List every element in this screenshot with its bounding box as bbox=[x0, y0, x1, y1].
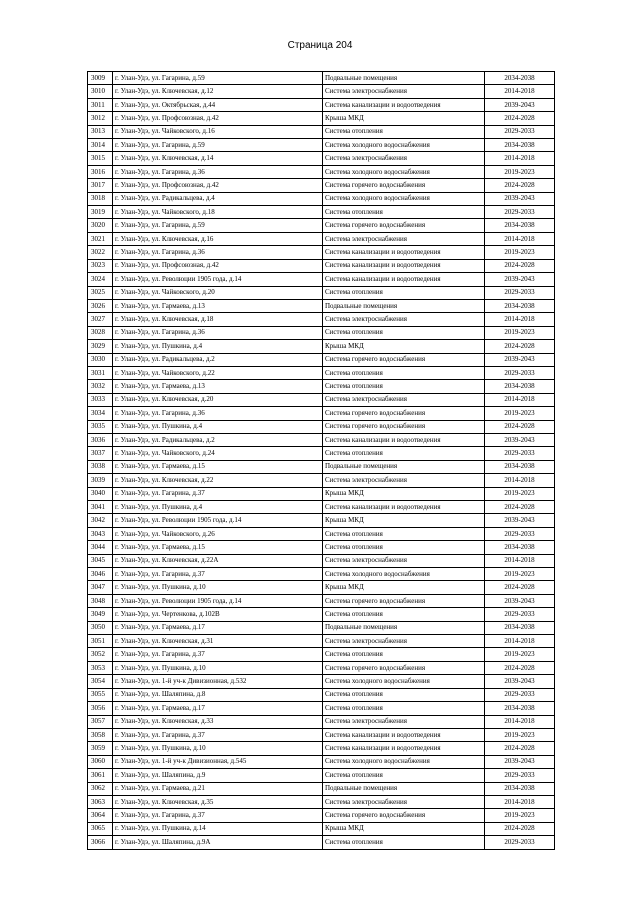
work-type-cell: Система отопления bbox=[323, 769, 485, 782]
address-cell: г. Улан-Удэ, ул. Гагарина, д.37 bbox=[113, 728, 323, 741]
work-type-cell: Крыша МКД bbox=[323, 822, 485, 835]
row-number: 3045 bbox=[88, 554, 113, 567]
address-cell: г. Улан-Удэ, ул. Гармаева, д.15 bbox=[113, 460, 323, 473]
period-cell: 2024-2028 bbox=[485, 822, 555, 835]
period-cell: 2039-2043 bbox=[485, 755, 555, 768]
table-row bbox=[88, 447, 555, 460]
period-cell: 2024-2028 bbox=[485, 661, 555, 674]
period-cell: 2029-2033 bbox=[485, 527, 555, 540]
work-type-cell: Система электроснабжения bbox=[323, 474, 485, 487]
work-type-cell: Система электроснабжения bbox=[323, 795, 485, 808]
period-cell: 2024-2028 bbox=[485, 742, 555, 755]
address-cell: г. Улан-Удэ, ул. Гагарина, д.36 bbox=[113, 165, 323, 178]
address-cell: г. Улан-Удэ, ул. Шаляпина, д.9 bbox=[113, 769, 323, 782]
row-number: 3025 bbox=[88, 286, 113, 299]
row-number: 3051 bbox=[88, 635, 113, 648]
address-cell: г. Улан-Удэ, ул. Гагарина, д.36 bbox=[113, 246, 323, 259]
work-type-cell: Система отопления bbox=[323, 206, 485, 219]
period-cell: 2014-2018 bbox=[485, 393, 555, 406]
period-cell: 2039-2043 bbox=[485, 433, 555, 446]
work-type-cell: Система горячего водоснабжения bbox=[323, 661, 485, 674]
work-type-cell: Крыша МКД bbox=[323, 487, 485, 500]
table-row bbox=[88, 541, 555, 554]
row-number: 3026 bbox=[88, 299, 113, 312]
work-type-cell: Система отопления bbox=[323, 286, 485, 299]
work-type-cell: Система отопления bbox=[323, 125, 485, 138]
row-number: 3017 bbox=[88, 179, 113, 192]
address-cell: г. Улан-Удэ, ул. Гагарина, д.59 bbox=[113, 72, 323, 85]
table-row bbox=[88, 675, 555, 688]
period-cell: 2034-2038 bbox=[485, 380, 555, 393]
period-cell: 2014-2018 bbox=[485, 554, 555, 567]
address-cell: г. Улан-Удэ, ул. Профсоюзная, д.42 bbox=[113, 112, 323, 125]
row-number: 3040 bbox=[88, 487, 113, 500]
row-number: 3063 bbox=[88, 795, 113, 808]
work-type-cell: Система холодного водоснабжения bbox=[323, 755, 485, 768]
row-number: 3053 bbox=[88, 661, 113, 674]
work-type-cell: Крыша МКД bbox=[323, 514, 485, 527]
period-cell: 2019-2023 bbox=[485, 407, 555, 420]
address-cell: г. Улан-Удэ, ул. Пушкина, д.14 bbox=[113, 822, 323, 835]
period-cell: 2014-2018 bbox=[485, 635, 555, 648]
address-cell: г. Улан-Удэ, ул. Ключевская, д.12 bbox=[113, 85, 323, 98]
table-row bbox=[88, 527, 555, 540]
period-cell: 2034-2038 bbox=[485, 219, 555, 232]
work-type-cell: Система горячего водоснабжения bbox=[323, 809, 485, 822]
period-cell: 2034-2038 bbox=[485, 72, 555, 85]
row-number: 3042 bbox=[88, 514, 113, 527]
row-number: 3012 bbox=[88, 112, 113, 125]
row-number: 3038 bbox=[88, 460, 113, 473]
work-type-cell: Система канализации и водоотведения bbox=[323, 433, 485, 446]
work-type-cell: Подвальные помещения bbox=[323, 782, 485, 795]
row-number: 3011 bbox=[88, 98, 113, 111]
address-cell: г. Улан-Удэ, ул. Пушкина, д.4 bbox=[113, 340, 323, 353]
work-type-cell: Система горячего водоснабжения bbox=[323, 420, 485, 433]
page-title: Страница 204 bbox=[287, 40, 353, 51]
work-type-cell: Система электроснабжения bbox=[323, 635, 485, 648]
period-cell: 2024-2028 bbox=[485, 179, 555, 192]
period-cell: 2029-2033 bbox=[485, 206, 555, 219]
row-number: 3058 bbox=[88, 728, 113, 741]
address-cell: г. Улан-Удэ, ул. Ключевская, д.22 bbox=[113, 474, 323, 487]
period-cell: 2029-2033 bbox=[485, 769, 555, 782]
table-row bbox=[88, 568, 555, 581]
work-type-cell: Система электроснабжения bbox=[323, 313, 485, 326]
row-number: 3024 bbox=[88, 273, 113, 286]
address-cell: г. Улан-Удэ, ул. Чертенкова, д.102В bbox=[113, 608, 323, 621]
row-number: 3056 bbox=[88, 702, 113, 715]
period-cell: 2014-2018 bbox=[485, 795, 555, 808]
address-cell: г. Улан-Удэ, ул. Гармаева, д.17 bbox=[113, 702, 323, 715]
period-cell: 2024-2028 bbox=[485, 420, 555, 433]
address-cell: г. Улан-Удэ, ул. Радикальцева, д.4 bbox=[113, 192, 323, 205]
work-type-cell: Система отопления bbox=[323, 380, 485, 393]
address-cell: г. Улан-Удэ, ул. Гагарина, д.37 bbox=[113, 809, 323, 822]
address-cell: г. Улан-Удэ, ул. Октябрьская, д.44 bbox=[113, 98, 323, 111]
table-row bbox=[88, 85, 555, 98]
table-row bbox=[88, 433, 555, 446]
period-cell: 2039-2043 bbox=[485, 192, 555, 205]
address-cell: г. Улан-Удэ, ул. Революции 1905 года, д.14 bbox=[113, 594, 323, 607]
table-row bbox=[88, 232, 555, 245]
table-row bbox=[88, 782, 555, 795]
address-cell: г. Улан-Удэ, ул. Чайковского, д.26 bbox=[113, 527, 323, 540]
period-cell: 2014-2018 bbox=[485, 85, 555, 98]
table-row bbox=[88, 728, 555, 741]
row-number: 3054 bbox=[88, 675, 113, 688]
period-cell: 2019-2023 bbox=[485, 165, 555, 178]
period-cell: 2024-2028 bbox=[485, 581, 555, 594]
address-cell: г. Улан-Удэ, ул. Гагарина, д.36 bbox=[113, 407, 323, 420]
table-row bbox=[88, 206, 555, 219]
table-row bbox=[88, 246, 555, 259]
period-cell: 2029-2033 bbox=[485, 688, 555, 701]
table-row bbox=[88, 661, 555, 674]
work-type-cell: Система отопления bbox=[323, 326, 485, 339]
table-row bbox=[88, 192, 555, 205]
work-type-cell: Система электроснабжения bbox=[323, 393, 485, 406]
work-type-cell: Система электроснабжения bbox=[323, 554, 485, 567]
address-cell: г. Улан-Удэ, ул. Чайковского, д.20 bbox=[113, 286, 323, 299]
period-cell: 2034-2038 bbox=[485, 702, 555, 715]
row-number: 3049 bbox=[88, 608, 113, 621]
work-type-cell: Система канализации и водоотведения bbox=[323, 246, 485, 259]
period-cell: 2029-2033 bbox=[485, 836, 555, 849]
table-row bbox=[88, 380, 555, 393]
address-cell: г. Улан-Удэ, ул. 1-й уч-к Дивизионная, д.532 bbox=[113, 675, 323, 688]
table-row bbox=[88, 420, 555, 433]
work-type-cell: Система холодного водоснабжения bbox=[323, 139, 485, 152]
row-number: 3064 bbox=[88, 809, 113, 822]
row-number: 3028 bbox=[88, 326, 113, 339]
work-type-cell: Система отопления bbox=[323, 608, 485, 621]
row-number: 3033 bbox=[88, 393, 113, 406]
table-row bbox=[88, 72, 555, 85]
row-number: 3055 bbox=[88, 688, 113, 701]
table-row bbox=[88, 299, 555, 312]
work-type-cell: Система электроснабжения bbox=[323, 715, 485, 728]
address-cell: г. Улан-Удэ, ул. Ключевская, д.31 bbox=[113, 635, 323, 648]
address-cell: г. Улан-Удэ, ул. Революции 1905 года, д.14 bbox=[113, 514, 323, 527]
address-cell: г. Улан-Удэ, ул. Гагарина, д.37 bbox=[113, 648, 323, 661]
table-row bbox=[88, 688, 555, 701]
work-type-cell: Крыша МКД bbox=[323, 340, 485, 353]
period-cell: 2014-2018 bbox=[485, 313, 555, 326]
table-body bbox=[88, 72, 555, 850]
work-type-cell: Подвальные помещения bbox=[323, 460, 485, 473]
address-cell: г. Улан-Удэ, ул. Шаляпина, д.9А bbox=[113, 836, 323, 849]
period-cell: 2019-2023 bbox=[485, 246, 555, 259]
address-cell: г. Улан-Удэ, ул. Гармаева, д.13 bbox=[113, 380, 323, 393]
work-type-cell: Система холодного водоснабжения bbox=[323, 568, 485, 581]
work-type-cell: Система горячего водоснабжения bbox=[323, 219, 485, 232]
period-cell: 2029-2033 bbox=[485, 286, 555, 299]
row-number: 3014 bbox=[88, 139, 113, 152]
work-type-cell: Система электроснабжения bbox=[323, 232, 485, 245]
period-cell: 2024-2028 bbox=[485, 501, 555, 514]
table-row bbox=[88, 313, 555, 326]
period-cell: 2034-2038 bbox=[485, 782, 555, 795]
period-cell: 2014-2018 bbox=[485, 152, 555, 165]
work-type-cell: Подвальные помещения bbox=[323, 621, 485, 634]
period-cell: 2019-2023 bbox=[485, 809, 555, 822]
address-cell: г. Улан-Удэ, ул. Гармаева, д.15 bbox=[113, 541, 323, 554]
row-number: 3060 bbox=[88, 755, 113, 768]
address-cell: г. Улан-Удэ, ул. Профсоюзная, д.42 bbox=[113, 179, 323, 192]
address-cell: г. Улан-Удэ, ул. Гагарина, д.37 bbox=[113, 568, 323, 581]
address-cell: г. Улан-Удэ, ул. Ключевская, д.35 bbox=[113, 795, 323, 808]
address-cell: г. Улан-Удэ, ул. Гагарина, д.36 bbox=[113, 326, 323, 339]
work-type-cell: Система канализации и водоотведения bbox=[323, 742, 485, 755]
table-row bbox=[88, 273, 555, 286]
row-number: 3013 bbox=[88, 125, 113, 138]
address-cell: г. Улан-Удэ, ул. Ключевская, д.22А bbox=[113, 554, 323, 567]
table-row bbox=[88, 702, 555, 715]
table-row bbox=[88, 836, 555, 849]
row-number: 3047 bbox=[88, 581, 113, 594]
row-number: 3057 bbox=[88, 715, 113, 728]
table-row bbox=[88, 474, 555, 487]
period-cell: 2029-2033 bbox=[485, 366, 555, 379]
row-number: 3036 bbox=[88, 433, 113, 446]
table-row bbox=[88, 809, 555, 822]
repair-schedule-table bbox=[87, 71, 555, 850]
period-cell: 2039-2043 bbox=[485, 675, 555, 688]
work-type-cell: Система горячего водоснабжения bbox=[323, 179, 485, 192]
row-number: 3032 bbox=[88, 380, 113, 393]
table-row bbox=[88, 219, 555, 232]
address-cell: г. Улан-Удэ, ул. Гармаева, д.17 bbox=[113, 621, 323, 634]
table-row bbox=[88, 340, 555, 353]
period-cell: 2024-2028 bbox=[485, 340, 555, 353]
row-number: 3027 bbox=[88, 313, 113, 326]
period-cell: 2029-2033 bbox=[485, 125, 555, 138]
table-row bbox=[88, 635, 555, 648]
period-cell: 2014-2018 bbox=[485, 715, 555, 728]
period-cell: 2019-2023 bbox=[485, 487, 555, 500]
work-type-cell: Система холодного водоснабжения bbox=[323, 192, 485, 205]
address-cell: г. Улан-Удэ, ул. Чайковского, д.24 bbox=[113, 447, 323, 460]
address-cell: г. Улан-Удэ, ул. Революции 1905 года, д.14 bbox=[113, 273, 323, 286]
period-cell: 2024-2028 bbox=[485, 112, 555, 125]
address-cell: г. Улан-Удэ, ул. Ключевская, д.20 bbox=[113, 393, 323, 406]
row-number: 3031 bbox=[88, 366, 113, 379]
table-row bbox=[88, 112, 555, 125]
period-cell: 2039-2043 bbox=[485, 514, 555, 527]
work-type-cell: Система отопления bbox=[323, 447, 485, 460]
row-number: 3010 bbox=[88, 85, 113, 98]
address-cell: г. Улан-Удэ, ул. 1-й уч-к Дивизионная, д.545 bbox=[113, 755, 323, 768]
work-type-cell: Система холодного водоснабжения bbox=[323, 165, 485, 178]
period-cell: 2034-2038 bbox=[485, 139, 555, 152]
row-number: 3029 bbox=[88, 340, 113, 353]
address-cell: г. Улан-Удэ, ул. Профсоюзная, д.42 bbox=[113, 259, 323, 272]
work-type-cell: Система канализации и водоотведения bbox=[323, 273, 485, 286]
period-cell: 2014-2018 bbox=[485, 232, 555, 245]
address-cell: г. Улан-Удэ, ул. Пушкина, д.10 bbox=[113, 661, 323, 674]
row-number: 3065 bbox=[88, 822, 113, 835]
row-number: 3050 bbox=[88, 621, 113, 634]
work-type-cell: Система горячего водоснабжения bbox=[323, 407, 485, 420]
row-number: 3021 bbox=[88, 232, 113, 245]
work-type-cell: Система холодного водоснабжения bbox=[323, 675, 485, 688]
work-type-cell: Система горячего водоснабжения bbox=[323, 594, 485, 607]
table-row bbox=[88, 742, 555, 755]
period-cell: 2019-2023 bbox=[485, 326, 555, 339]
work-type-cell: Крыша МКД bbox=[323, 112, 485, 125]
row-number: 3043 bbox=[88, 527, 113, 540]
work-type-cell: Система отопления bbox=[323, 688, 485, 701]
row-number: 3048 bbox=[88, 594, 113, 607]
table-row bbox=[88, 139, 555, 152]
address-cell: г. Улан-Удэ, ул. Шаляпина, д.8 bbox=[113, 688, 323, 701]
row-number: 3044 bbox=[88, 541, 113, 554]
address-cell: г. Улан-Удэ, ул. Пушкина, д.4 bbox=[113, 420, 323, 433]
row-number: 3059 bbox=[88, 742, 113, 755]
table-row bbox=[88, 179, 555, 192]
row-number: 3041 bbox=[88, 501, 113, 514]
period-cell: 2029-2033 bbox=[485, 447, 555, 460]
address-cell: г. Улан-Удэ, ул. Радикальцева, д.2 bbox=[113, 433, 323, 446]
period-cell: 2029-2033 bbox=[485, 608, 555, 621]
period-cell: 2039-2043 bbox=[485, 273, 555, 286]
address-cell: г. Улан-Удэ, ул. Гагарина, д.37 bbox=[113, 487, 323, 500]
table-row bbox=[88, 501, 555, 514]
address-cell: г. Улан-Удэ, ул. Гармаева, д.13 bbox=[113, 299, 323, 312]
row-number: 3046 bbox=[88, 568, 113, 581]
table-row bbox=[88, 487, 555, 500]
work-type-cell: Крыша МКД bbox=[323, 581, 485, 594]
period-cell: 2039-2043 bbox=[485, 594, 555, 607]
address-cell: г. Улан-Удэ, ул. Ключевская, д.33 bbox=[113, 715, 323, 728]
row-number: 3035 bbox=[88, 420, 113, 433]
address-cell: г. Улан-Удэ, ул. Пушкина, д.10 bbox=[113, 742, 323, 755]
table-row bbox=[88, 326, 555, 339]
row-number: 3062 bbox=[88, 782, 113, 795]
row-number: 3030 bbox=[88, 353, 113, 366]
address-cell: г. Улан-Удэ, ул. Ключевская, д.18 bbox=[113, 313, 323, 326]
period-cell: 2034-2038 bbox=[485, 460, 555, 473]
table-row bbox=[88, 715, 555, 728]
table-row bbox=[88, 621, 555, 634]
row-number: 3023 bbox=[88, 259, 113, 272]
work-type-cell: Система отопления bbox=[323, 541, 485, 554]
table-row bbox=[88, 407, 555, 420]
table-row bbox=[88, 769, 555, 782]
work-type-cell: Система канализации и водоотведения bbox=[323, 728, 485, 741]
table-row bbox=[88, 366, 555, 379]
address-cell: г. Улан-Удэ, ул. Радикальцева, д.2 bbox=[113, 353, 323, 366]
table-row bbox=[88, 98, 555, 111]
period-cell: 2024-2028 bbox=[485, 259, 555, 272]
period-cell: 2019-2023 bbox=[485, 568, 555, 581]
address-cell: г. Улан-Удэ, ул. Чайковского, д.16 bbox=[113, 125, 323, 138]
table-row bbox=[88, 514, 555, 527]
work-type-cell: Система отопления bbox=[323, 836, 485, 849]
table-row bbox=[88, 353, 555, 366]
table-row bbox=[88, 152, 555, 165]
table-row bbox=[88, 165, 555, 178]
period-cell: 2034-2038 bbox=[485, 541, 555, 554]
table-row bbox=[88, 755, 555, 768]
work-type-cell: Система отопления bbox=[323, 527, 485, 540]
table-row bbox=[88, 259, 555, 272]
work-type-cell: Система канализации и водоотведения bbox=[323, 501, 485, 514]
work-type-cell: Подвальные помещения bbox=[323, 72, 485, 85]
table-row bbox=[88, 608, 555, 621]
row-number: 3034 bbox=[88, 407, 113, 420]
period-cell: 2034-2038 bbox=[485, 621, 555, 634]
table-row bbox=[88, 393, 555, 406]
period-cell: 2034-2038 bbox=[485, 299, 555, 312]
row-number: 3066 bbox=[88, 836, 113, 849]
address-cell: г. Улан-Удэ, ул. Ключевская, д.14 bbox=[113, 152, 323, 165]
row-number: 3022 bbox=[88, 246, 113, 259]
address-cell: г. Улан-Удэ, ул. Гагарина, д.59 bbox=[113, 219, 323, 232]
address-cell: г. Улан-Удэ, ул. Гармаева, д.21 bbox=[113, 782, 323, 795]
table-row bbox=[88, 795, 555, 808]
row-number: 3009 bbox=[88, 72, 113, 85]
address-cell: г. Улан-Удэ, ул. Пушкина, д.10 bbox=[113, 581, 323, 594]
row-number: 3039 bbox=[88, 474, 113, 487]
row-number: 3018 bbox=[88, 192, 113, 205]
work-type-cell: Система канализации и водоотведения bbox=[323, 259, 485, 272]
row-number: 3020 bbox=[88, 219, 113, 232]
row-number: 3015 bbox=[88, 152, 113, 165]
row-number: 3019 bbox=[88, 206, 113, 219]
period-cell: 2014-2018 bbox=[485, 474, 555, 487]
table-row bbox=[88, 125, 555, 138]
table-row bbox=[88, 594, 555, 607]
row-number: 3037 bbox=[88, 447, 113, 460]
work-type-cell: Система горячего водоснабжения bbox=[323, 353, 485, 366]
table-row bbox=[88, 286, 555, 299]
table-row bbox=[88, 822, 555, 835]
address-cell: г. Улан-Удэ, ул. Пушкина, д.4 bbox=[113, 501, 323, 514]
period-cell: 2039-2043 bbox=[485, 353, 555, 366]
table-row bbox=[88, 581, 555, 594]
address-cell: г. Улан-Удэ, ул. Гагарина, д.59 bbox=[113, 139, 323, 152]
work-type-cell: Система отопления bbox=[323, 702, 485, 715]
work-type-cell: Система электроснабжения bbox=[323, 152, 485, 165]
row-number: 3016 bbox=[88, 165, 113, 178]
work-type-cell: Система электроснабжения bbox=[323, 85, 485, 98]
row-number: 3061 bbox=[88, 769, 113, 782]
address-cell: г. Улан-Удэ, ул. Ключевская, д.16 bbox=[113, 232, 323, 245]
table-row bbox=[88, 460, 555, 473]
period-cell: 2039-2043 bbox=[485, 98, 555, 111]
work-type-cell: Система канализации и водоотведения bbox=[323, 98, 485, 111]
address-cell: г. Улан-Удэ, ул. Чайковского, д.18 bbox=[113, 206, 323, 219]
period-cell: 2019-2023 bbox=[485, 728, 555, 741]
work-type-cell: Система отопления bbox=[323, 366, 485, 379]
table-row bbox=[88, 554, 555, 567]
period-cell: 2019-2023 bbox=[485, 648, 555, 661]
work-type-cell: Система отопления bbox=[323, 648, 485, 661]
table-row bbox=[88, 648, 555, 661]
row-number: 3052 bbox=[88, 648, 113, 661]
work-type-cell: Подвальные помещения bbox=[323, 299, 485, 312]
address-cell: г. Улан-Удэ, ул. Чайковского, д.22 bbox=[113, 366, 323, 379]
